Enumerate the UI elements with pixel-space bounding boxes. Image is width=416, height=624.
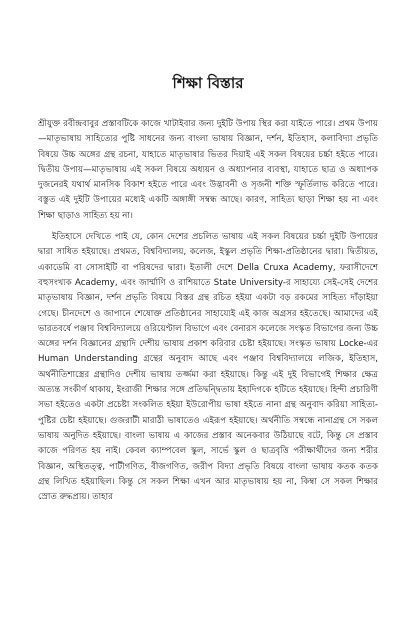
paragraph-2: ইতিহাসে দেখিতে পাই যে, কোন দেশের প্রচলিত ভাষায় এই সকল বিষয়ের চর্চ্চা দুইটি উপায়ের দ্বারা সাধিত হইয়াছে। প্রথমত, বিশ্ববিদ্যালয়, কলেজ, ইস্কুল প্রভৃতি শিক্ষা-প্রতিষ্ঠানের দ্বারা। দ্বিতীয়ত, একাডেমি বা সোসাইটি বা পরিষদের দ্বারা। ইতালী দেশে Della Cruxa Academy, ফরাসীদেশে বহুসংখ্যক Academy, এবং জার্ম্মাণি ও রাশিয়াতে State University-র সাহায্যে সেই-সেই দেশের মাতৃভাষায় বিজ্ঞান, দর্শন প্রভৃতি বিষয়ে বিস্তর গ্রন্থ রচিত হইয়া একটা বড় রকমের সাহিত্য দাঁড়াইয়া গেছে। চীনদেশে ও জাপানে শেষোক্ত প্রতিষ্ঠানের সাহায্যেই এই কাজ অগ্রসর হইতেছে। আমাদের এই ভারতবর্ষে পঞ্জাব বিশ্ববিদ্যালয়ে ওরিয়েণ্টাল বিভাগে এবং বেনারস কলেজে সংস্কৃত বিভাগের জন্য উচ্চ অঙ্গের দর্শন বিজ্ঞানের গ্রন্থাদি দেশীয় ভাষায় প্রকাশ করিবার চেষ্টা হইয়াছে। সংস্কৃত ভাষায় Locke-এর Human Understanding গ্রন্থের অনুবাদ আছে এবং পঞ্জাব বিশ্ববিদ্যালয়ে লজিক, ইতিহাস, অর্থনীতিশাস্ত্রের গ্রন্থাদিও দেশীয় ভাষায় তর্জ্জমা করা হইয়াছে। কিন্তু এই দুই বিভাগেই শিক্ষার ক্ষেত্র অত্যন্ত সংকীর্ণ থাকায়, ইংরাজী শিক্ষার সঙ্গে প্রতিদ্বন্দ্বিতায় ইহাদিগকে হটিতে হইয়াছে। হিন্দী প্রচারিণী সভা হইতেও একটা প্রচেষ্টা সংকলিত হইয়া ইউরোপীয় ভাষা হইতে নানা গ্রন্থ অনুবাদ করিয়া সাহিত্য-পুষ্টির চেষ্টা হইয়াছে। গুজরাটী মারাঠী ভাষাতেও এইরূপ হইয়াছে। অর্থনীতি সম্বন্ধে নানাগ্রন্থ সে সকল ভাষায় অনুদিত হইয়াছে। বাংলা ভাষায় এ কাজের প্রস্তাব অনেকবার উঠিয়াছে বটে, কিন্তু সে প্রস্তাব কাজে পরিণত হয় নাই। কেবল ক্যাম্পবেল স্কুল, সার্ভে স্কুল ও ছাত্রবৃত্তি পরীক্ষার্থীদের জন্য শরীর বিজ্ঞান, অস্থিতত্ত্ব, পাটীগণিত, বীজগণিত, জরীপ বিদ্যা প্রভৃতি বিষয়ে বাংলা ভাষায় কতক কতক গ্রন্থ লিখিত হইয়াছিল। কিন্তু সে সকল শিক্ষা এখন আর মাতৃভাষায় হয় না, কিম্বা সে সকল শিক্ষার স্রোত রুদ্ধপ্রায়। তাহার xyxy=(38,232,378,503)
page-title: শিক্ষা বিস্তার xyxy=(172,74,244,92)
paragraph-1: শ্রীযুক্ত রবীন্দ্রবাবুর প্রস্তাবটিকে কাজে খাটাইবার জন্য দুইটি উপায় স্থির করা যাইতে পারে। প্রথম উপায়—মাতৃভাষায় সাহিত্যের পুষ্টি সাধনের জন্য বাংলা ভাষায় বিজ্ঞান, দর্শন, ইতিহাস, কলাবিদ্যা প্রভৃতি বিষয়ে উচ্চ অঙ্গের গ্রন্থ রচনা, যাহাতে মাতৃভাষার ভিতর দিয়াই এই সকল বিষয়ের চর্চ্চা হইতে পারে। দ্বিতীয় উপায়—মাতৃভাষায় এই সকল বিষয়ে অধ্যয়ন ও অধ্যাপনার ব্যবস্থা, যাহাতে ছাত্র ও অধ্যাপক দুজনেরই যথার্থ মানসিক বিকাশ হইতে পারে এবং উদ্ভাবনী ও সৃজনী শক্তি স্ফূর্তিলাভ করিতে পারে। বস্তুত এই দুইটি উপায়ের মধ্যেই একটি অঙ্গাঙ্গী সম্বন্ধ আছে। কারণ, সাহিত্য ছাড়া শিক্ষা হয় না এবং শিক্ষা ছাড়াও সাহিত্য হয় না। xyxy=(38,119,378,221)
